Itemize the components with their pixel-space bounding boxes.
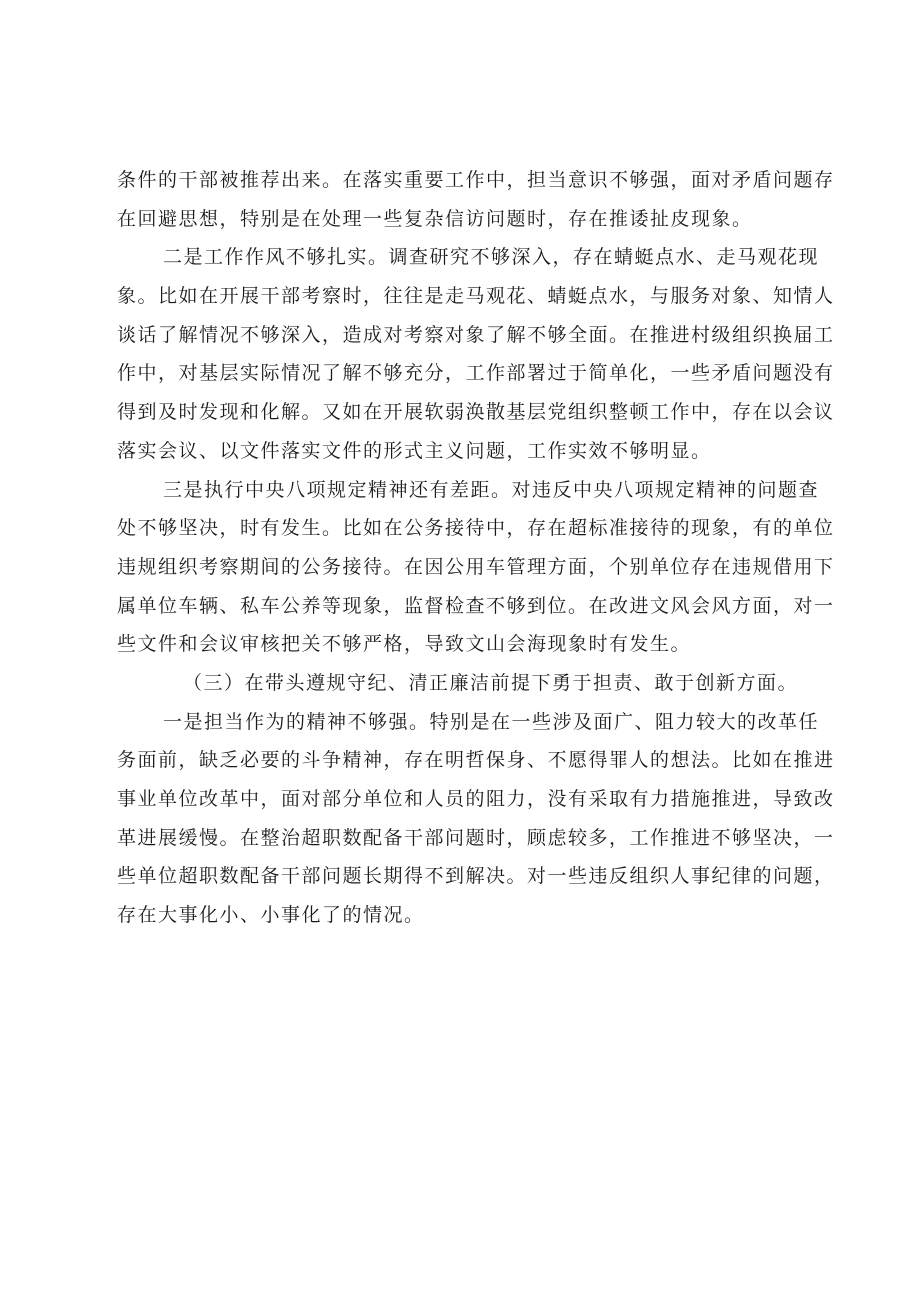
paragraph-line: 在回避思想，特别是在处理一些复杂信访问题时，存在推诿扯皮现象。 (117, 207, 753, 230)
paragraph-line: 谈话了解情况不够深入，造成对考察对象了解不够全面。在推进村级组织换届工 (117, 323, 835, 346)
paragraph-line: 作中，对基层实际情况了解不够充分，工作部署过于简单化，一些矛盾问题没有 (117, 362, 835, 385)
paragraph-first-line: 二是工作作风不够扎实。调查研究不够深入，存在蜻蜓点水、走马观花现 (163, 246, 820, 269)
paragraph-line: 处不够坚决，时有发生。比如在公务接待中，存在超标准接待的现象，有的单位 (117, 517, 835, 540)
paragraph-line: 落实会议、以文件落实文件的形式主义问题，工作实效不够明显。 (117, 439, 712, 462)
paragraph-line: 些单位超职数配备干部问题长期得不到解决。对一些违反组织人事纪律的问题， (117, 865, 835, 888)
paragraph-line: 属单位车辆、私车公养等现象，监督检查不够到位。在改进文风会风方面，对一 (117, 594, 835, 617)
paragraph-line: 存在大事化小、小事化了的情况。 (117, 904, 425, 927)
paragraph-line: 违规组织考察期间的公务接待。在因公用车管理方面，个别单位存在违规借用下 (117, 555, 835, 578)
paragraph-line: 象。比如在开展干部考察时，往往是走马观花、蜻蜓点水，与服务对象、知情人 (117, 285, 835, 308)
paragraph-line: 务面前，缺乏必要的斗争精神，存在明哲保身、不愿得罪人的想法。比如在推进 (117, 749, 835, 772)
document-body (117, 161, 835, 935)
section-heading: （三）在带头遵规守纪、清正廉洁前提下勇于担责、敢于创新方面。 (183, 671, 799, 694)
paragraph-line: 得到及时发现和化解。又如在开展软弱涣散基层党组织整顿工作中，存在以会议 (117, 401, 835, 424)
paragraph-line: 条件的干部被推荐出来。在落实重要工作中，担当意识不够强，面对矛盾问题存 (117, 169, 835, 191)
paragraph-line: 革进展缓慢。在整治超职数配备干部问题时，顾虑较多，工作推进不够坚决，一 (117, 826, 835, 849)
paragraph-line: 些文件和会议审核把关不够严格，导致文山会海现象时有发生。 (117, 633, 692, 656)
paragraph-first-line: 三是执行中央八项规定精神还有差距。对违反中央八项规定精神的问题查 (163, 478, 820, 501)
paragraph-first-line: 一是担当作为的精神不够强。特别是在一些涉及面广、阻力较大的改革任 (163, 710, 820, 733)
paragraph-line: 事业单位改革中，面对部分单位和人员的阻力，没有采取有力措施推进，导致改 (117, 788, 835, 810)
